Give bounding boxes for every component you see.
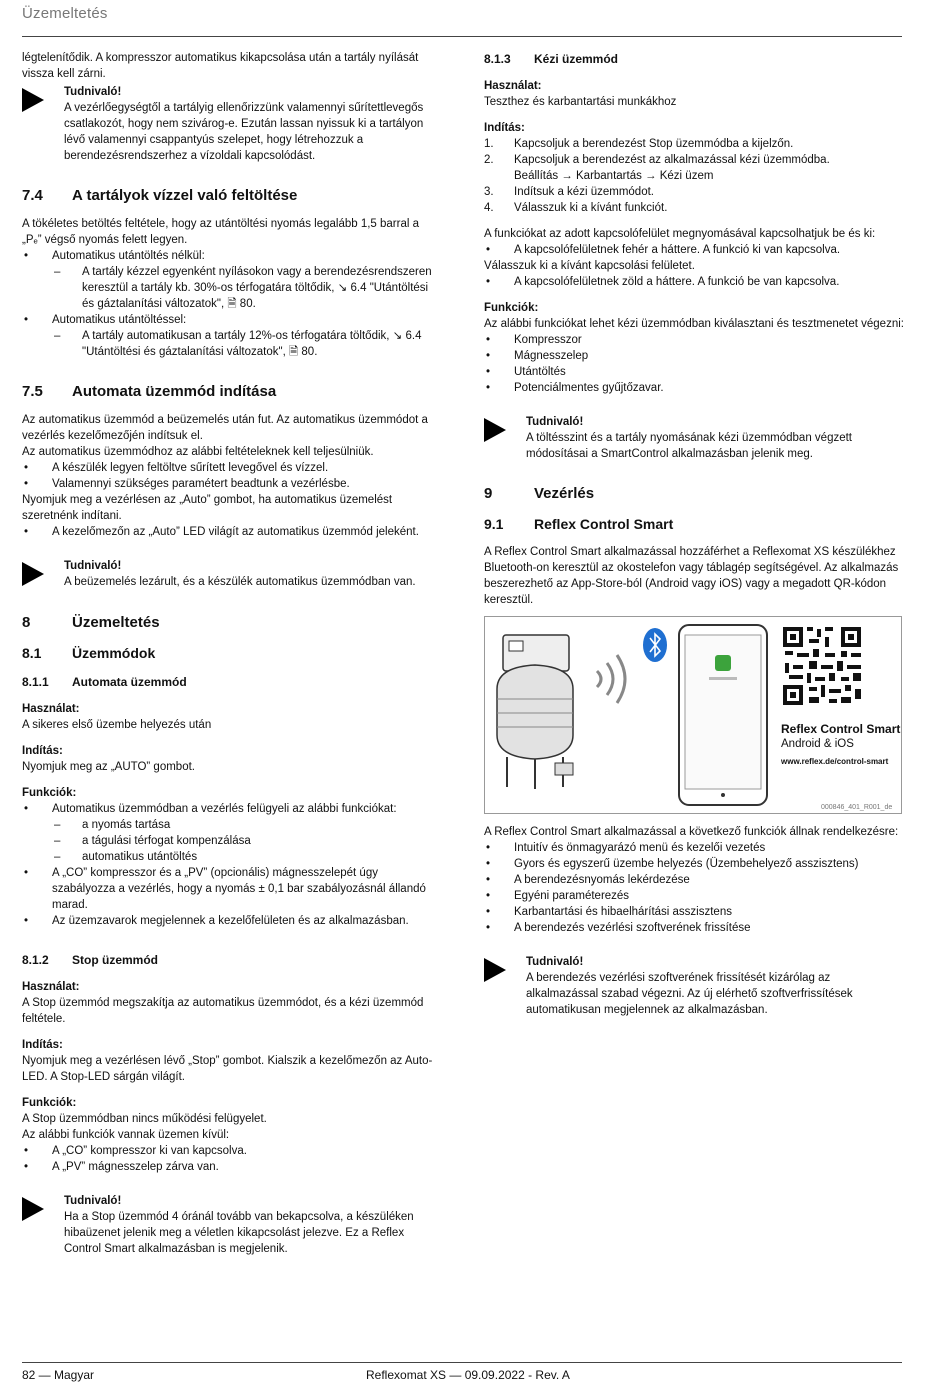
section-7-5-heading: 7.5 Automata üzemmód indítása (22, 383, 277, 400)
list-item: • Automatikus utántöltéssel: – A tartály automatikusan a tartály 12%-os térfogatára töltődik, ↘ 6.4 "Utántöltési és gáztalanítási változatok", 🗎 80. (22, 312, 440, 360)
list-item: • Utántöltés (484, 364, 904, 380)
list-item: • A „CO” kompresszor és a „PV” (opcionális) mágnesszelepét úgy szabályozza a vezérlés, hogy a nyomás ± 0,1 bar szabályozásnál állandó marad. (22, 865, 440, 913)
figure-app-title: Reflex Control Smart (781, 722, 901, 736)
paragraph: A Stop üzemmódban nincs működési felügyelet. (22, 1113, 267, 1125)
section-8-1-3-heading: 8.1.3 Kézi üzemmód (484, 52, 619, 66)
list-item: – a tágulási térfogat kompenzálása (52, 833, 440, 849)
list-item: • Az üzemzavarok megjelennek a kezelőfelületen és az alkalmazásban. (22, 913, 440, 929)
note-arrow-icon (484, 414, 526, 462)
figure-code: 000846_401_R001_de (821, 804, 893, 811)
label: Indítás: (22, 1039, 63, 1051)
section-8-1-heading: 8.1 Üzemmódok (22, 645, 156, 661)
paragraph: A funkciókat az adott kapcsolófelület megnyomásával kapcsolhatjuk be és ki: (484, 228, 876, 240)
note-arrow-icon (484, 954, 526, 1018)
step-item: 2. Kapcsoljuk a berendezést az alkalmazással kézi üzemmódba. Beállítás → Karbantartás → Kézi üzem (484, 154, 830, 182)
menu-path: Beállítás → Karbantartás → Kézi üzem (514, 170, 714, 182)
list-item: – automatikus utántöltés (52, 849, 440, 865)
note-arrow-icon (22, 1193, 64, 1257)
paragraph: A Reflex Control Smart alkalmazással hozzáférhet a Reflexomat XS készülékhez Bluetooth-on keresztül az okostelefon vagy táblagép segítségével. Az alkalmazás beszerezhető az App-Store-ból (Android vagy iOS) vagy a megadott QR-kódon keresztül. (484, 546, 899, 606)
section-9-heading: 9 Vezérlés (484, 485, 595, 502)
list-item: • A készülék legyen feltöltve sűrített levegővel és vízzel. (22, 460, 440, 476)
running-head: Üzemeltetés (22, 5, 108, 22)
section-8-1-1-heading: 8.1.1 Automata üzemmód (22, 675, 187, 689)
left-column (22, 50, 440, 1257)
list-item: • Kompresszor (484, 332, 904, 348)
note-title: Tudnivaló! (64, 560, 122, 572)
list-item: • Mágnesszelep (484, 348, 904, 364)
paragraph: Nyomjuk meg az „AUTO” gombot. (22, 761, 195, 773)
s75-p1: Az automatikus üzemmód a beüzemelés után fut. Az automatikus üzemmódot a vezérlés kezelőmezőjén indítsuk el. (22, 414, 428, 442)
note-text: A vezérlőegységtől a tartályig ellenőrizzünk valamennyi sűrítettlevegős csatlakozót, hogy nem szivárog-e. Ezután lassan nyissuk ki a tartályon lévő valamennyi csappantyús szelepet, hogy létrehozzuk a berendezésrendszerhez a vízoldali kapcsolódást. (64, 102, 424, 162)
list-item: • Karbantartási és hibaelhárítási asszisztens (484, 904, 904, 920)
list-item: – a nyomás tartása (52, 817, 440, 833)
label: Indítás: (22, 745, 63, 757)
app-illustration-graphic (485, 617, 901, 813)
note-text: A töltésszint és a tartály nyomásának kézi üzemmódban végzett módosításai a SmartControl alkalmazásban jelenik meg. (526, 432, 852, 460)
list-item: • A „CO” kompresszor ki van kapcsolva. (22, 1143, 440, 1159)
note-4 (484, 414, 904, 462)
right-column (484, 50, 904, 1018)
label: Indítás: (484, 122, 525, 134)
paragraph: A Stop üzemmód megszakítja az automatikus üzemmódot, és a kézi üzemmód feltétele. (22, 997, 424, 1025)
label: Funkciók: (22, 787, 77, 799)
figure-url: www.reflex.de/control-smart (781, 757, 889, 766)
list-item: • A kapcsolófelületnek zöld a háttere. A funkció be van kapcsolva. (484, 274, 904, 290)
note-1 (22, 84, 440, 164)
list-item: • A kezelőmezőn az „Auto” LED világít az automatikus üzemmód jeleként. (22, 524, 440, 540)
s74-intro: A tökéletes betöltés feltétele, hogy az utántöltési nyomás legalább 1,5 barral a „Pₑ” végső nyomás felett legyen. (22, 218, 420, 246)
note-text: A berendezés vezérlési szoftverének frissítését kizárólag az alkalmazással szabad végezni. Az új elérhető szoftverfrissítések automatikusan megjelennek az alkalmazásban. (526, 972, 853, 1016)
paragraph: Válasszuk ki a kívánt kapcsolási felületet. (484, 260, 695, 272)
paragraph: Az alábbi funkciókat lehet kézi üzemmódban kiválasztani és tesztmenetet végezni: (484, 318, 904, 330)
note-5 (484, 954, 904, 1018)
list-item: • A „PV” mágnesszelep zárva van. (22, 1159, 440, 1175)
header-rule (22, 36, 902, 37)
section-8-1-2-heading: 8.1.2 Stop üzemmód (22, 953, 158, 967)
section-8-heading: 8 Üzemeltetés (22, 614, 160, 631)
paragraph: Nyomjuk meg a vezérlésen lévő „Stop” gombot. Kialszik a kezelőmezőn az Auto-LED. A Stop-LED sárgán világít. (22, 1055, 433, 1083)
note-title: Tudnivaló! (526, 956, 584, 968)
list-item: • A kapcsolófelületnek fehér a háttere. A funkció ki van kapcsolva. (484, 242, 904, 258)
note-2 (22, 558, 440, 591)
label: Használat: (22, 703, 80, 715)
footer-rule (22, 1362, 902, 1363)
list-item: • A berendezésnyomás lekérdezése (484, 872, 904, 888)
list-item: • Intuitív és önmagyarázó menü és kezelői vezetés (484, 840, 904, 856)
list-item: • Valamennyi szükséges paramétert beadtunk a vezérlésbe. (22, 476, 440, 492)
list-item: • Egyéni paraméterezés (484, 888, 904, 904)
list-item: • A berendezés vezérlési szoftverének frissítése (484, 920, 904, 936)
list-item: • Automatikus üzemmódban a vezérlés felügyeli az alábbi funkciókat: – a nyomás tartása – a tágulási térfogat kompenzálása – automatikus utántöltés (22, 801, 440, 865)
page-number: 82 — Magyar (22, 1368, 95, 1382)
note-text: Ha a Stop üzemmód 4 óránál tovább van bekapcsolva, a készüléken hibaüzenet jelenik meg a véletlen kikapcsolást jelezve. Ez a Reflex Control Smart alkalmazásban is megjelenik. (64, 1211, 414, 1255)
paragraph: Teszthez és karbantartási munkákhoz (484, 96, 677, 108)
list-item: • Gyors és egyszerű üzembe helyezés (Üzembehelyező asszisztens) (484, 856, 904, 872)
section-7-4-heading: 7.4 A tartályok vízzel való feltöltése (22, 187, 298, 204)
note-title: Tudnivaló! (526, 416, 584, 428)
note-title: Tudnivaló! (64, 1195, 122, 1207)
step-item: 4. Válasszuk ki a kívánt funkciót. (484, 202, 668, 214)
paragraph: A sikeres első üzembe helyezés után (22, 719, 212, 731)
document-info: Reflexomat XS — 09.09.2022 - Rev. A (366, 1368, 570, 1382)
note-arrow-icon (22, 558, 64, 591)
label: Funkciók: (484, 302, 539, 314)
label: Funkciók: (22, 1097, 77, 1109)
intro-text: légtelenítődik. A kompresszor automatikus kikapcsolása után a tartály nyílását vissza kell zárni. (22, 52, 419, 80)
note-title: Tudnivaló! (64, 86, 122, 98)
label: Használat: (22, 981, 80, 993)
list-item: – A tartály automatikusan a tartály 12%-os térfogatára töltődik, ↘ 6.4 "Utántöltési és gáztalanítási változatok", 🗎 80. (52, 328, 440, 360)
figure-platforms: Android & iOS (781, 738, 854, 750)
note-arrow-icon (22, 84, 64, 164)
note-3 (22, 1193, 440, 1257)
note-text: A beüzemelés lezárult, és a készülék automatikus üzemmódban van. (64, 576, 416, 588)
s75-p3: Nyomjuk meg a vezérlésen az „Auto” gombot, ha automatikus üzemelést szeretnénk indítani. (22, 494, 393, 522)
list-item: – A tartály kézzel egyenként nyílásokon vagy a berendezésrendszeren keresztül a tartály kb. 30%-os térfogatára töltődik, ↘ 6.4 "Utántöltési és gáztalanítási változatok", 🗎 80. (52, 264, 440, 312)
app-illustration (484, 616, 902, 814)
paragraph: A Reflex Control Smart alkalmazással a következő funkciók állnak rendelkezésre: (484, 826, 899, 838)
s75-p2: Az automatikus üzemmódhoz az alábbi feltételeknek kell teljesülniük. (22, 446, 374, 458)
step-item: 1. Kapcsoljuk a berendezést Stop üzemmódba a kijelzőn. (484, 138, 794, 150)
section-9-1-heading: 9.1 Reflex Control Smart (484, 516, 674, 532)
step-item: 3. Indítsuk a kézi üzemmódot. (484, 186, 654, 198)
paragraph: Az alábbi funkciók vannak üzemen kívül: (22, 1129, 230, 1141)
list-item: • Potenciálmentes gyűjtőzavar. (484, 380, 904, 396)
list-item: • Automatikus utántöltés nélkül: – A tartály kézzel egyenként nyílásokon vagy a berendezésrendszeren keresztül a tartály kb. 30%-os térfogatára töltődik, ↘ 6.4 "Utántöltési és gáztalanítási változatok", 🗎 80. (22, 248, 440, 312)
steps-list (484, 136, 904, 216)
label: Használat: (484, 80, 542, 92)
